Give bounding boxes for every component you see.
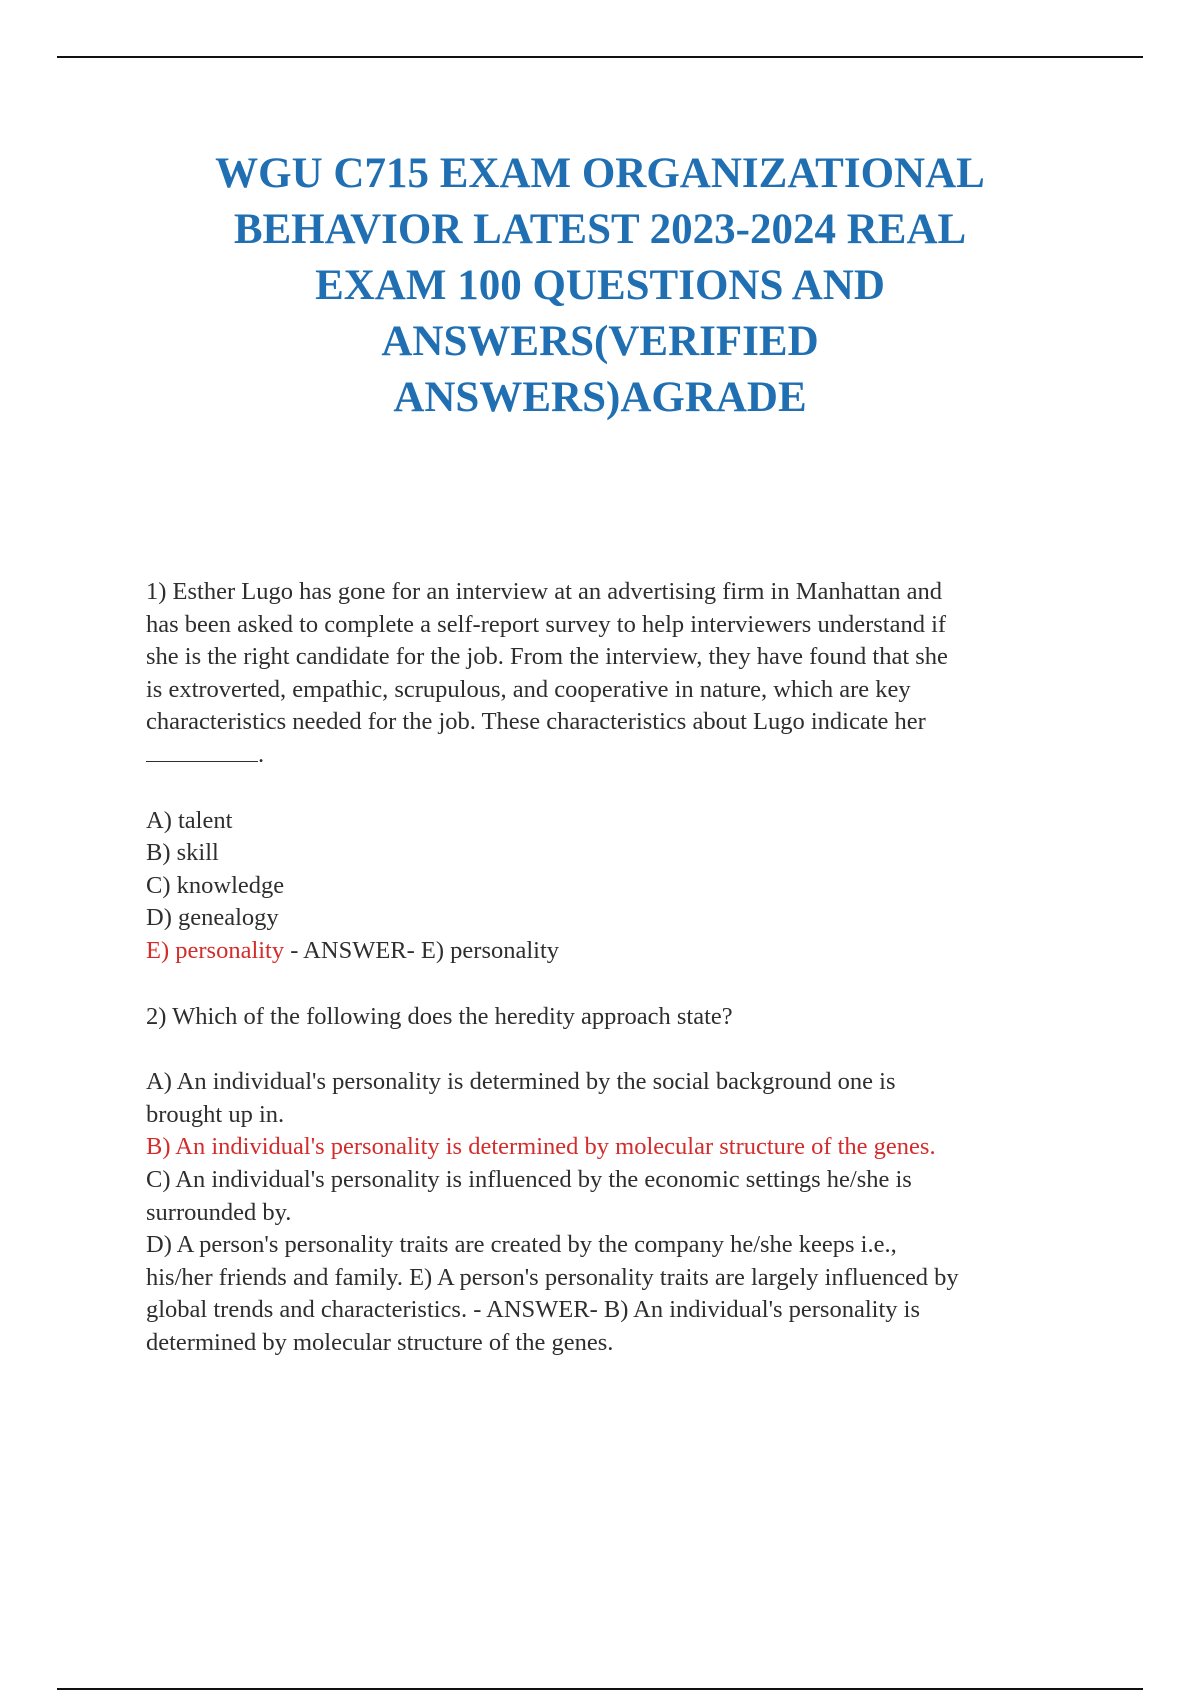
option-d-line: global trends and characteristics. - ANSWER- B) An individual's personality is: [146, 1296, 920, 1324]
option-d-line: D) A person's personality traits are created by the company he/she keeps i.e.,: [146, 1231, 897, 1259]
option-c: C) knowledge: [146, 871, 285, 899]
question-1-stem-line: has been asked to complete a self-report survey to help interviewers understand if: [146, 610, 947, 638]
title-line: ANSWERS(VERIFIED: [381, 318, 819, 365]
spacer: [146, 1033, 1106, 1066]
option-a: A) talent: [146, 806, 233, 834]
option-d-line: his/her friends and family. E) A person's personality traits are largely influenced by: [146, 1263, 959, 1291]
document-title: [150, 146, 1050, 426]
option-b: B) skill: [146, 839, 219, 867]
option-a-line: A) An individual's personality is determined by the social background one is: [146, 1068, 896, 1096]
top-rule: [57, 56, 1143, 58]
correct-option-highlight: B) An individual's personality is determined by molecular structure of the genes.: [146, 1133, 936, 1161]
spacer: [146, 772, 1106, 805]
question-1: [146, 576, 1106, 968]
spacer: [146, 968, 1106, 1001]
question-1-stem-line: 1) Esther Lugo has gone for an interview at an advertising firm in Manhattan and: [146, 578, 943, 605]
option-a-line: brought up in.: [146, 1100, 285, 1128]
question-2-stem: 2) Which of the following does the heredity approach state?: [146, 1002, 733, 1030]
correct-option-highlight: E) personality: [146, 936, 285, 964]
question-2: [146, 1001, 1106, 1360]
option-d: D) genealogy: [146, 904, 279, 932]
option-c-line: surrounded by.: [146, 1198, 292, 1226]
question-1-stem-line: is extroverted, empathic, scrupulous, and cooperative in nature, which are key: [146, 675, 911, 703]
option-d-line: determined by molecular structure of the genes.: [146, 1328, 614, 1356]
answer-text: - ANSWER- E) personality: [284, 936, 560, 964]
title-line: ANSWERS)AGRADE: [393, 374, 807, 421]
title-line: BEHAVIOR LATEST 2023-2024 REAL: [233, 206, 967, 253]
bottom-rule: [57, 1688, 1143, 1690]
blank-period: .: [258, 740, 265, 768]
question-1-stem-line: characteristics needed for the job. These characteristics about Lugo indicate her: [146, 708, 926, 736]
document-body: [146, 576, 1106, 1359]
option-e-with-answer: [146, 935, 1106, 968]
answer-blank: [146, 739, 258, 762]
question-1-stem-line: she is the right candidate for the job. From the interview, they have found that she: [146, 643, 948, 671]
title-line: EXAM 100 QUESTIONS AND: [315, 262, 885, 309]
option-c-line: C) An individual's personality is influenced by the economic settings he/she is: [146, 1165, 912, 1193]
title-line: WGU C715 EXAM ORGANIZATIONAL: [215, 150, 985, 197]
question-1-blank-line: [146, 739, 1106, 772]
